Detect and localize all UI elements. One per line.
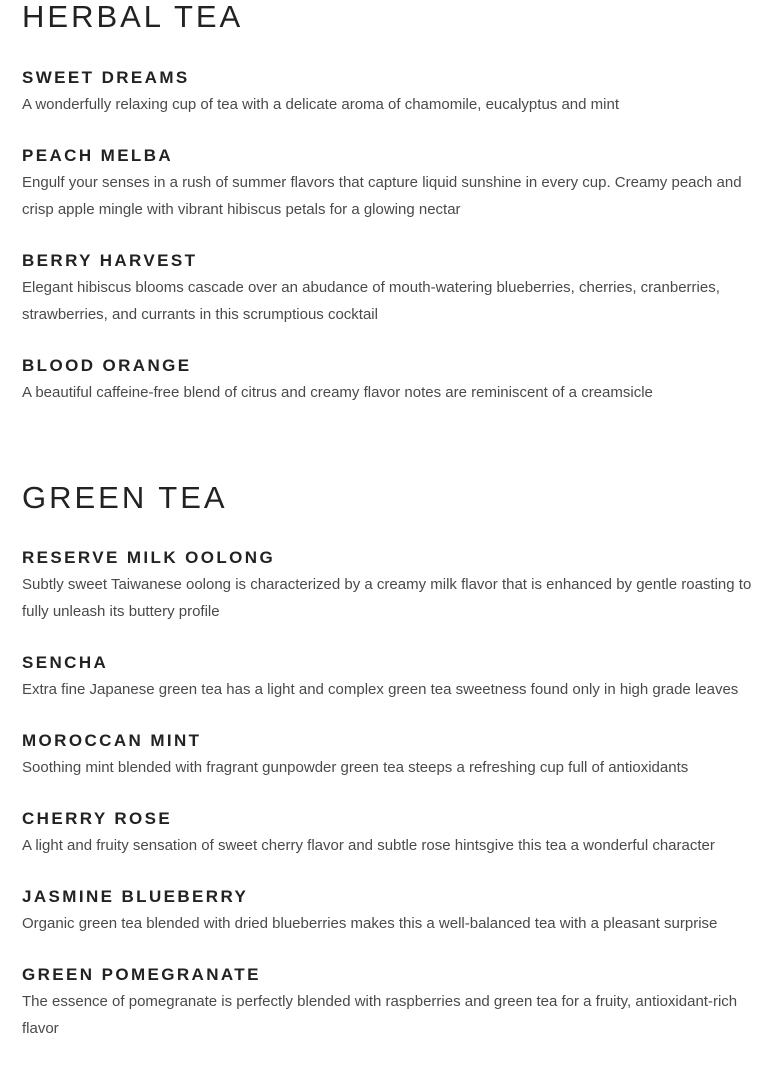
menu-item-sweet-dreams <box>22 67 752 118</box>
green-tea-section <box>22 480 752 1042</box>
menu-item-blood-orange <box>22 355 752 406</box>
item-name: GREEN POMEGRANATE <box>22 965 261 984</box>
item-description: A light and fruity sensation of sweet cherry flavor and subtle rose hintsgive this tea a wonderful character <box>22 837 715 854</box>
item-name: RESERVE MILK OOLONG <box>22 548 276 567</box>
menu-item-cherry-rose <box>22 808 752 859</box>
green-tea-list <box>22 547 752 1042</box>
section-title: HERBAL TEA <box>22 0 244 34</box>
menu-item-peach-melba <box>22 145 752 223</box>
menu-item-sencha <box>22 652 752 703</box>
item-name: BLOOD ORANGE <box>22 356 192 375</box>
item-name: SWEET DREAMS <box>22 68 190 87</box>
item-description: Subtly sweet Taiwanese oolong is characterized by a creamy milk flavor that is enhanced by gentle roasting to fully unleash its buttery profile <box>22 576 752 620</box>
item-description: Extra fine Japanese green tea has a light and complex green tea sweetness found only in high grade leaves <box>22 681 739 698</box>
item-description: A beautiful caffeine-free blend of citrus and creamy flavor notes are reminiscent of a creamsicle <box>22 384 653 401</box>
item-description: Organic green tea blended with dried blueberries makes this a well-balanced tea with a pleasant surprise <box>22 915 718 932</box>
item-name: BERRY HARVEST <box>22 251 198 270</box>
item-description: The essence of pomegranate is perfectly blended with raspberries and green tea for a fruity, antioxidant-rich flavor <box>22 993 738 1037</box>
menu-item-berry-harvest <box>22 250 752 328</box>
herbal-tea-section <box>22 0 752 406</box>
menu-item-moroccan-mint <box>22 730 752 781</box>
menu-item-reserve-milk-oolong <box>22 547 752 625</box>
item-name: MOROCCAN MINT <box>22 731 202 750</box>
menu-item-jasmine-blueberry <box>22 886 752 937</box>
item-name: JASMINE BLUEBERRY <box>22 887 249 906</box>
item-description: Elegant hibiscus blooms cascade over an abudance of mouth-watering blueberries, cherries, cranberries, strawberries, and currants in this scrumptious cocktail <box>22 279 720 323</box>
item-name: SENCHA <box>22 653 109 672</box>
item-name: CHERRY ROSE <box>22 809 173 828</box>
menu-item-green-pomegranate <box>22 964 752 1042</box>
item-description: A wonderfully relaxing cup of tea with a delicate aroma of chamomile, eucalyptus and mint <box>22 96 619 113</box>
item-description: Soothing mint blended with fragrant gunpowder green tea steeps a refreshing cup full of antioxidants <box>22 759 689 776</box>
item-description: Engulf your senses in a rush of summer flavors that capture liquid sunshine in every cup. Creamy peach and crisp apple mingle with vibrant hibiscus petals for a glowing nectar <box>22 174 742 218</box>
section-title: GREEN TEA <box>22 480 228 515</box>
herbal-tea-list <box>22 67 752 406</box>
item-name: PEACH MELBA <box>22 146 174 165</box>
